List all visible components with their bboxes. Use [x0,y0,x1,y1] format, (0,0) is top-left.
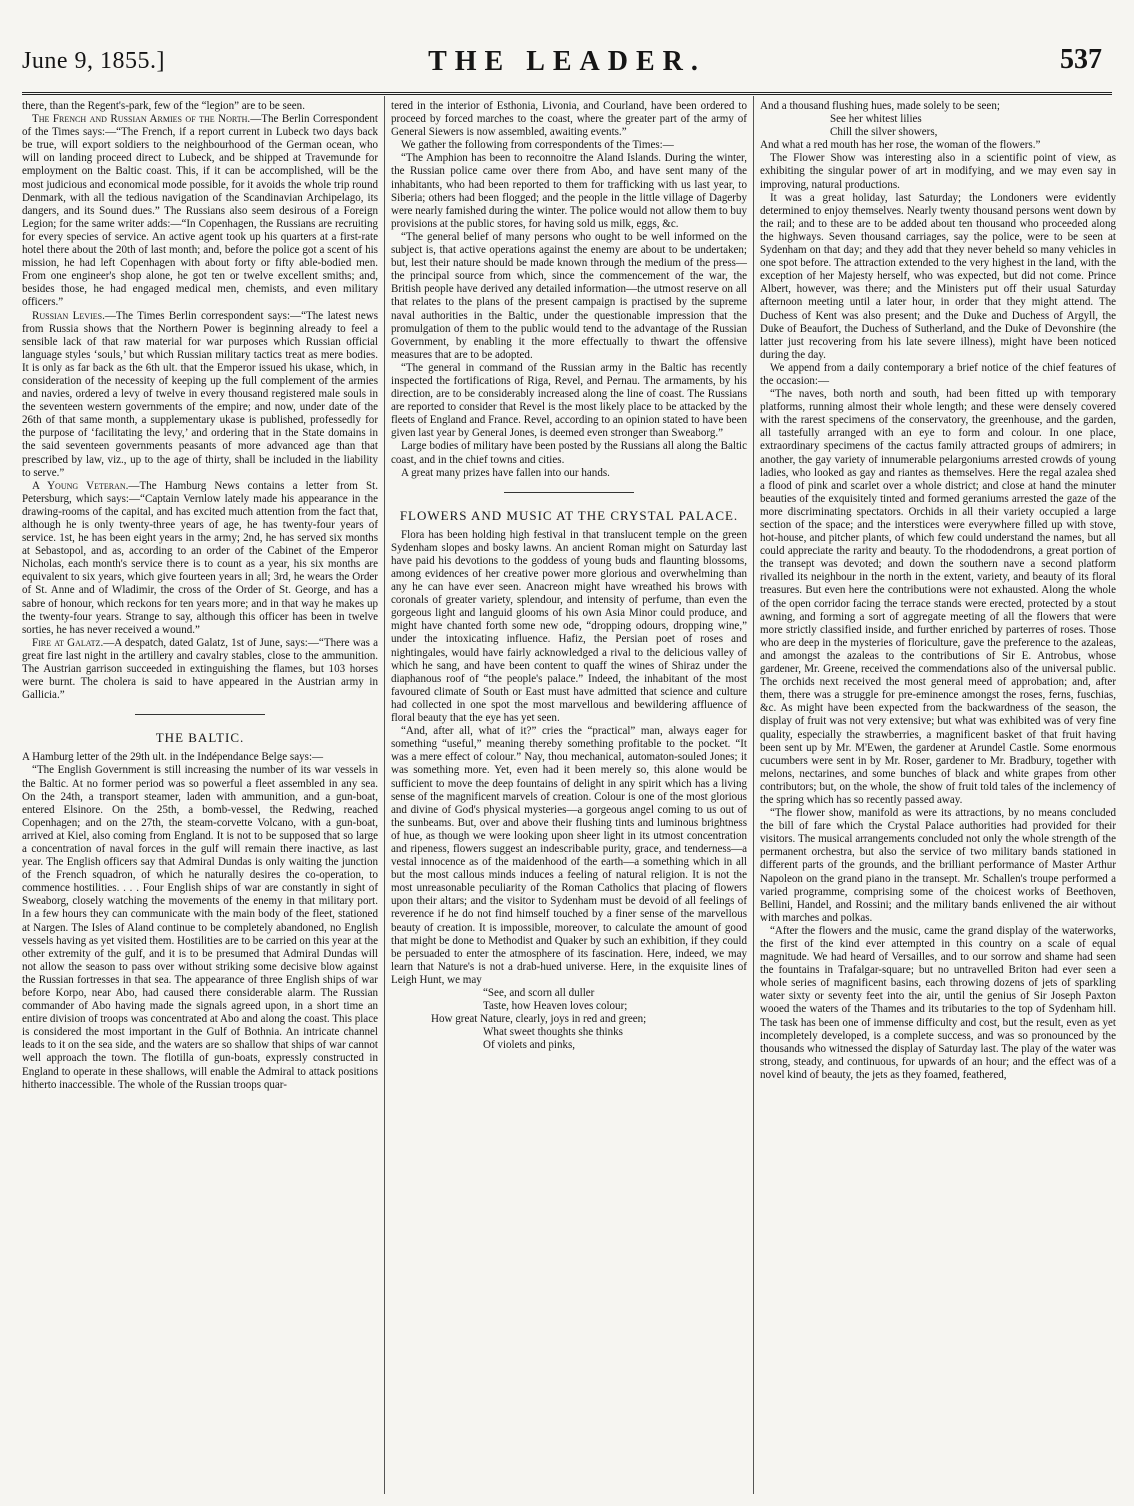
paragraph: “The general in command of the Russian army in the Baltic has recently inspected the fortifications of Riga, Revel, and Pernau. The armaments, by his direction, are to be considerably increased along the line of coast. The Russians are reported to consider that Revel is the most likely place to be attacked by the fleets of England and France. Revel, according to an opinion stated to have been given last year by General Jones, is deemed even stronger than Sweaborg.” [391,361,747,440]
verse-line: “See, and scorn all duller [483,987,595,999]
verse-line: What sweet thoughts she thinks [483,1026,623,1039]
verse-line: And a thousand flushing hues, made solely to be seen; [760,100,1000,112]
verse-quote [760,100,1116,152]
run-in-head: Fire at Galatz. [32,636,104,649]
paragraph [22,310,378,480]
page-header [22,42,1112,88]
page-number: 537 [1060,44,1102,75]
verse-line: How great Nature, clearly, joys in red and green; [431,1013,647,1026]
verse-line: Of violets and pinks, [483,1039,576,1052]
section-rule [504,492,634,493]
section-title-flowers: FLOWERS AND MUSIC AT THE CRYSTAL PALACE. [399,507,739,523]
column-divider [384,96,385,1494]
paragraph [22,637,378,702]
verse-quote [391,987,747,1052]
run-in-head: A Young Veteran. [32,479,129,492]
verse-line: Taste, how Heaven loves colour; [483,1000,628,1013]
column-3 [760,100,1116,1490]
paragraph: “And, after all, what of it?” cries the “practical” man, always eager for something “useful,” meaning thereby something profitable to the pocket. “It was a mere effect of colour.” Nay, thou mechanical, automaton-souled Jones; it was something more. Yet, even had it been merely so, this alone would be sufficient to move the deep fountains of delight in any spirit which has a living sense of the magnificent marvels of creation. Colour is one of the most glorious and divine of God's physical mysteries—a gorgeous angel coming to us out of the sunbeams. But, over and above their flushing tints and luminous brightness of hue, as though we were looking upon sheer light in its utmost concentration and ripeness, flowers suggest an indescribable purity, grace, and tenderness—a vestal innocence as of the maidenhood of the earth—a something which in all but the most callous minds induces a feeling of natural religion. It is not the most unreasonable peculiarity of the Roman Catholics that placing of flowers upon their altars; and the visitor to Sydenham must be devoid of all feelings of reverence if he do not find himself touched by a finer sense of the marvellous beauty of creation. It is impossible, moreover, to calculate the amount of good that might be done to Methodist and Quaker by such an exhibition, if they could be persuaded to enter the atmosphere of its fascination. Here, indeed, we may learn that Nature's is not a drab-hued universe. Here, in the exquisite lines of Leigh Hunt, we may [391,725,747,986]
run-in-head: The French and Russian Armies of the North. [32,113,251,126]
paragraph: “The naves, both north and south, had been fitted up with temporary platforms, running almost their whole length; and these were densely covered with the rarest specimens of the conservatory, the greenhouse, and the garden, all tastefully arranged with an eye to form and colour. In one place, extraordinary specimens of the cactus family attracted groups of admirers; in another, the gay variety of innumerable pelargoniums arrested crowds of young ladies, who looked as gay and riantes as themselves. Here the regal azalea shed a flood of pink and scarlet over a whole district; and close at hand the minuter beauties of the exquisitely tinted and formed geraniums arrested the gaze of the more discriminating spectators. Orchids in all their variety occupied a large section of the space; and the interstices were everywhere filled up with stove, hot-house, and pitcher plants, of which few could understand the names, but all could appreciate the rarity and beauty. To the rhododendrons, a great portion of the transept was devoted; and down the southern nave a second platform rivalled its neighbour in the north in the extent, variety, and beauty of its floral treasures. But even here the contributions were not exhausted. Along the whole of the open corridor facing the terrace stands were erected, protected by a stout awning, and forming a sort of aggregate meeting of all the flowers that were more strictly classified inside, and further enriched by parterres of roses. Those who are deep in the mysteries of floriculture, gave the preference to the azaleas, and amongst the azaleas to the contributions of Sir E. Antrobus, whose gardener, Mr. Greene, received the commendations also of the universal public. The orchids next received the most general meed of approbation; and, after them, there was a struggle for pre-eminence amongst the roses, ferns, fuschias, &c. As might have been expected from the backwardness of the season, the display of fruit was not very extensive; but what was exhibited was of very fine quality, especially the strawberries, a magnificent basket of that fruit having been sent up by Mr. M'Ewen, the gardener at Arundel Castle. Some enormous cucumbers were sent in by Mr. Roser, gardener to Mr. Bradbury, together with melons, nectarines, and some bunches of black and white grapes from other contributors; but, on the whole, the show of fruit told tales of the inclemency of the spring which has so recently passed away. [760,388,1116,806]
column-divider [753,96,754,1494]
header-rule [22,92,1112,95]
paragraph-text: —The Times Berlin correspondent says:—“The latest news from Russia shows that the Northern Power is beginning already to feel a sensible lack of that raw material for war purposes which Russian official language styles ‘souls,’ but which Russian military tactics treat as mere bodies. It is only as far back as the 6th ult. that the Emperor issued his ukase, which, in consideration of the necessity of keeping up the full complement of the armies and navies, ordered a levy of twelve in every thousand registered male souls in the seventeen western governments of the empire; and now, under date of the 26th of that same month, a supplementary ukase is published, professedly for the purpose of ‘facilitating the levy,’ and ordering that in the State domains in the said seventeen governments peasants of more advanced age than that prescribed by law, viz., up to the age of thirty, shall be included in the liability to serve.” [22,309,378,479]
paragraph: “The general belief of many persons who ought to be well informed on the subject is, that active operations against the enemy are about to be undertaken; but, lest their nature should be made known through the medium of the press—the principal source from which, since the commencement of the war, the British people have derived any detailed information—the utmost reserve on all that relates to the plans of the present campaign is practised by the supreme naval authorities in the Baltic, under the questionable impression that the promulgation of them to the public would tend to the advantage of the Russian Government, by enabling it the more effectually to thwart the offensive measures that are to be adopted. [391,230,747,361]
paragraph: Flora has been holding high festival in that translucent temple on the green Sydenham slopes and bosky lawns. An ancient Roman might on Saturday last have paid his devotions to the goddess of young buds and flaunting blossoms, among evidences of her creative power more glorious and overwhelming than any he can have ever seen. Anacreon might have wreathed his brows with coronals of greater variety, splendour, and intensity of perfume, than even the gorgeous light and languid glooms of his own Asia Minor could produce, and might have chanted forth some new ode, “dropping odours, dropping wine,” under the intoxicating influence. Hafiz, the Persian poet of roses and nightingales, would have fairly acknowledged a rival to the delicious valley of which he sang, and have been content to quaff the wines of Shiraz under the diaphanous roof of “the people's palace.” Indeed, the inhabitant of the most favoured climate of South or East must have admitted that science and culture had collected in one spot the most marvellous and bewildering affluence of floral beauty that the eye has yet seen. [391,528,747,725]
paragraph: A great many prizes have fallen into our hands. [401,466,610,479]
paragraph: We gather the following from correspondents of the Times:— [401,139,674,152]
paragraph: A Hamburg letter of the 29th ult. in the Indépendance Belge says:— [22,751,324,764]
paragraph: “After the flowers and the music, came the grand display of the waterworks, the first of the kind ever attempted in this country on a scale of equal magnitude. We had heard of Versailles, and to our sorrow and shame had seen the fountains in Trafalgar-square; but no untravelled Briton had ever seen a whole series of magnificent basins, each throwing dozens of jets of sparkling water sixty or seventy feet into the air, until the genius of Sir Joseph Paxton wooed the waters of the Thames and its tributaries to the top of Sydenham hill. The task has been one of immense difficulty and cost, but the result, even as yet incompletely developed, is a complete success, and was so pronounced by the thousands who witnessed the display of Saturday last. The play of the water was strong, steady, and continuous, for upwards of an hour; and the effect was of a novel kind of beauty, the jets as they foamed, feathered, [760,924,1116,1081]
paragraph-text: —The Berlin Correspondent of the Times says:—“The French, if a report current in Lubeck two days back be true, will export soldiers to the neighbourhood of the German ocean, who will on landing proceed direct to Lubeck, and be shipped at Travemunde for employment on the Baltic coast. This, if it can be accomplished, will be the most judicious and economical mode possible, for it avoids the whole trip round Denmark, with all the tedious navigation of the Scandinavian Archipelago, its dangers, and its Sound dues.” The Russians also seem desirous of a Foreign Legion; for the same writer adds:—“In Copenhagen, the Russians are recruiting for every species of service. An active agent took up his quarters at a first-rate hotel there about the 20th of last month; and, before the police got a scent of his mission, he had left Copenhagen with about forty or fifty able-bodied men. From one engineer's shop alone, he got ten or twelve excellent smiths; and, besides those, he had engaged medical men, chemists, and even military officers.” [22,113,378,309]
paragraph [22,113,378,309]
paragraph: “The flower show, manifold as were its attractions, by no means concluded the bill of fare which the Crystal Palace authorities had provided for their visitors. The musical arrangements concluded not only the whole strength of the permanent orchestra, but also the service of two military bands stationed in different parts of the grounds, and the brilliant performance of Master Arthur Napoleon on the grand piano in the transept. Mr. Schallen's troupe performed a varied programme, comprising some of the choicest works of Beethoven, Bellini, Handel, and Rossini; and the military bands enlivened the air without with marches and polkas. [760,807,1116,924]
section-rule [135,714,265,715]
verse-line: Chill the silver showers, [830,126,938,139]
column-1 [22,100,378,1490]
masthead-title: THE LEADER. [428,46,706,77]
issue-date: June 9, 1855.] [22,48,165,74]
paragraph: We append from a daily contemporary a brief notice of the chief features of the occasion:— [760,361,1116,387]
verse-line: And what a red mouth has her rose, the woman of the flowers.” [760,139,1041,152]
paragraph [22,480,378,637]
section-title-baltic: THE BALTIC. [155,730,245,746]
paragraph: “The English Government is still increasing the number of its war vessels in the Baltic. At no former period was so powerful a fleet assembled in any sea. On the 24th, a transport steamer, laden with ammunition, and a gun-boat, entered Elsinore. On the 25th, a bomb-vessel, the Redwing, reached Copenhagen; and on the 27th, the steam-corvette Volcano, with a gun-boat, arrived at Kiel, also coming from England. It is not to be supposed that so large a concentration of naval forces in the gulf will remain there inactive, as last year. The English officers say that Admiral Dundas is only waiting the junction of the French squadron, of which he naturally desires the co-operation, to commence hostilities. . . . Four English ships of war are constantly in sight of Sweaborg, closely watching the movements of the enemy in that military port. In a few hours they can communicate with the main body of the fleet, stationed at Nargen. The Isles of Aland continue to be completely abandoned, no English vessels having as yet visited them. Hostilities are to be carried on this year at the other extremity of the gulf, and it is to be presumed that Admiral Dundas will not allow the season to pass over without striking some decisive blow against the Russian fortresses in that sea. The appearance of three English ships of war before Korpo, near Abo, had caused there considerable alarm. The Russian commander of Abo having made the signals agreed upon, in a short time an entire division of troops was concentrated at Abo and along the coast. This place is considered the most important in the Gulf of Bothnia. An intricate channel leads to it on the sea side, and the waters are so shallow that ships of war cannot well approach the town. The flotilla of gun-boats, expressly constructed in England to operate in these shallows, will enable the Admiral to attack positions hitherto inaccessible. The whole of the Russian troops quar- [22,764,378,1091]
verse-line: See her whitest lilies [830,113,922,126]
paragraph-text: —The Hamburg News contains a letter from St. Petersburg, which says:—“Captain Vernlow lately made his appearance in the drawing-rooms of the capital, and has excited much attention from the fact that, although he is only twenty-three years of age, he has twenty-four years of service. 1st, he has been eight years in the army; 2nd, he has served six months at Sebastopol, and as, according to an order of the Cabinet of the Emperor Nicholas, each month's service there is to count as a year, his six months are equivalent to six years, which give fourteen years in all; 3rd, he wears the Order of St. Anne and of Wladimir, the cross of the Order of St. George, and has a sabre of honour, which reckons for ten years more; and in that way he makes up the twenty-four years. Strange to say, although this officer has been in twelve sorties, he has never received a wound.” [22,479,378,636]
paragraph: “The Amphion has been to reconnoitre the Aland Islands. During the winter, the Russian police came over there from Abo, and have sent many of the inhabitants, who had been reported to them for trafficking with us last year, to Siberia; others had been flogged; and the people in the little village of Dagerby were nearly famished during the winter. The police would not allow them to buy provisions at the public stores, for having sold us milk, eggs, &c. [391,152,747,230]
paragraph-text: —A despatch, dated Galatz, 1st of June, says:—“There was a great fire last night in the artillery and cavalry stables, close to the ammunition. The Austrian garrison succeeded in extinguishing the flames, but 103 horses were burnt. The cholera is said to have appeared in the Austrian army in Gallicia.” [22,636,378,702]
paragraph: tered in the interior of Esthonia, Livonia, and Courland, have been ordered to proceed by forced marches to the coast, where the greater part of the army of General Siewers is now assembled, awaiting events.” [391,100,747,139]
paragraph: Large bodies of military have been posted by the Russians all along the Baltic coast, and in the chief towns and cities. [391,440,747,466]
paragraph: It was a great holiday, last Saturday; the Londoners were evidently determined to enjoy themselves. Nearly twenty thousand persons went down by the rail; and to these are to be added about ten thousand who proceeded along the highways. Seven thousand carriages, say the police, were to be seen at Sydenham on that day; and they add that they never beheld so many vehicles in one spot before. The attraction extended to the very highest in the land, with the exception of her Majesty herself, who was expected, but did not come. Prince Albert, however, was there; and the Ministers put off their usual Saturday afternoon meeting until a later hour, in order that they might attend. The Duchess of Kent was also present; and the Duke and Duchess of Argyll, the Duke of Beaufort, the Duchess of Sutherland, and the Duke of Devonshire (the latter just recovering from his late severe illness), might have been noticed during the day. [760,191,1116,361]
column-2 [391,100,747,1490]
paragraph: there, than the Regent's-park, few of the “legion” are to be seen. [22,100,305,112]
run-in-head: Russian Levies. [32,309,105,322]
paragraph: The Flower Show was interesting also in a scientific point of view, as exhibiting the singular power of art in modifying, and we may even say in improving, natural productions. [760,152,1116,191]
